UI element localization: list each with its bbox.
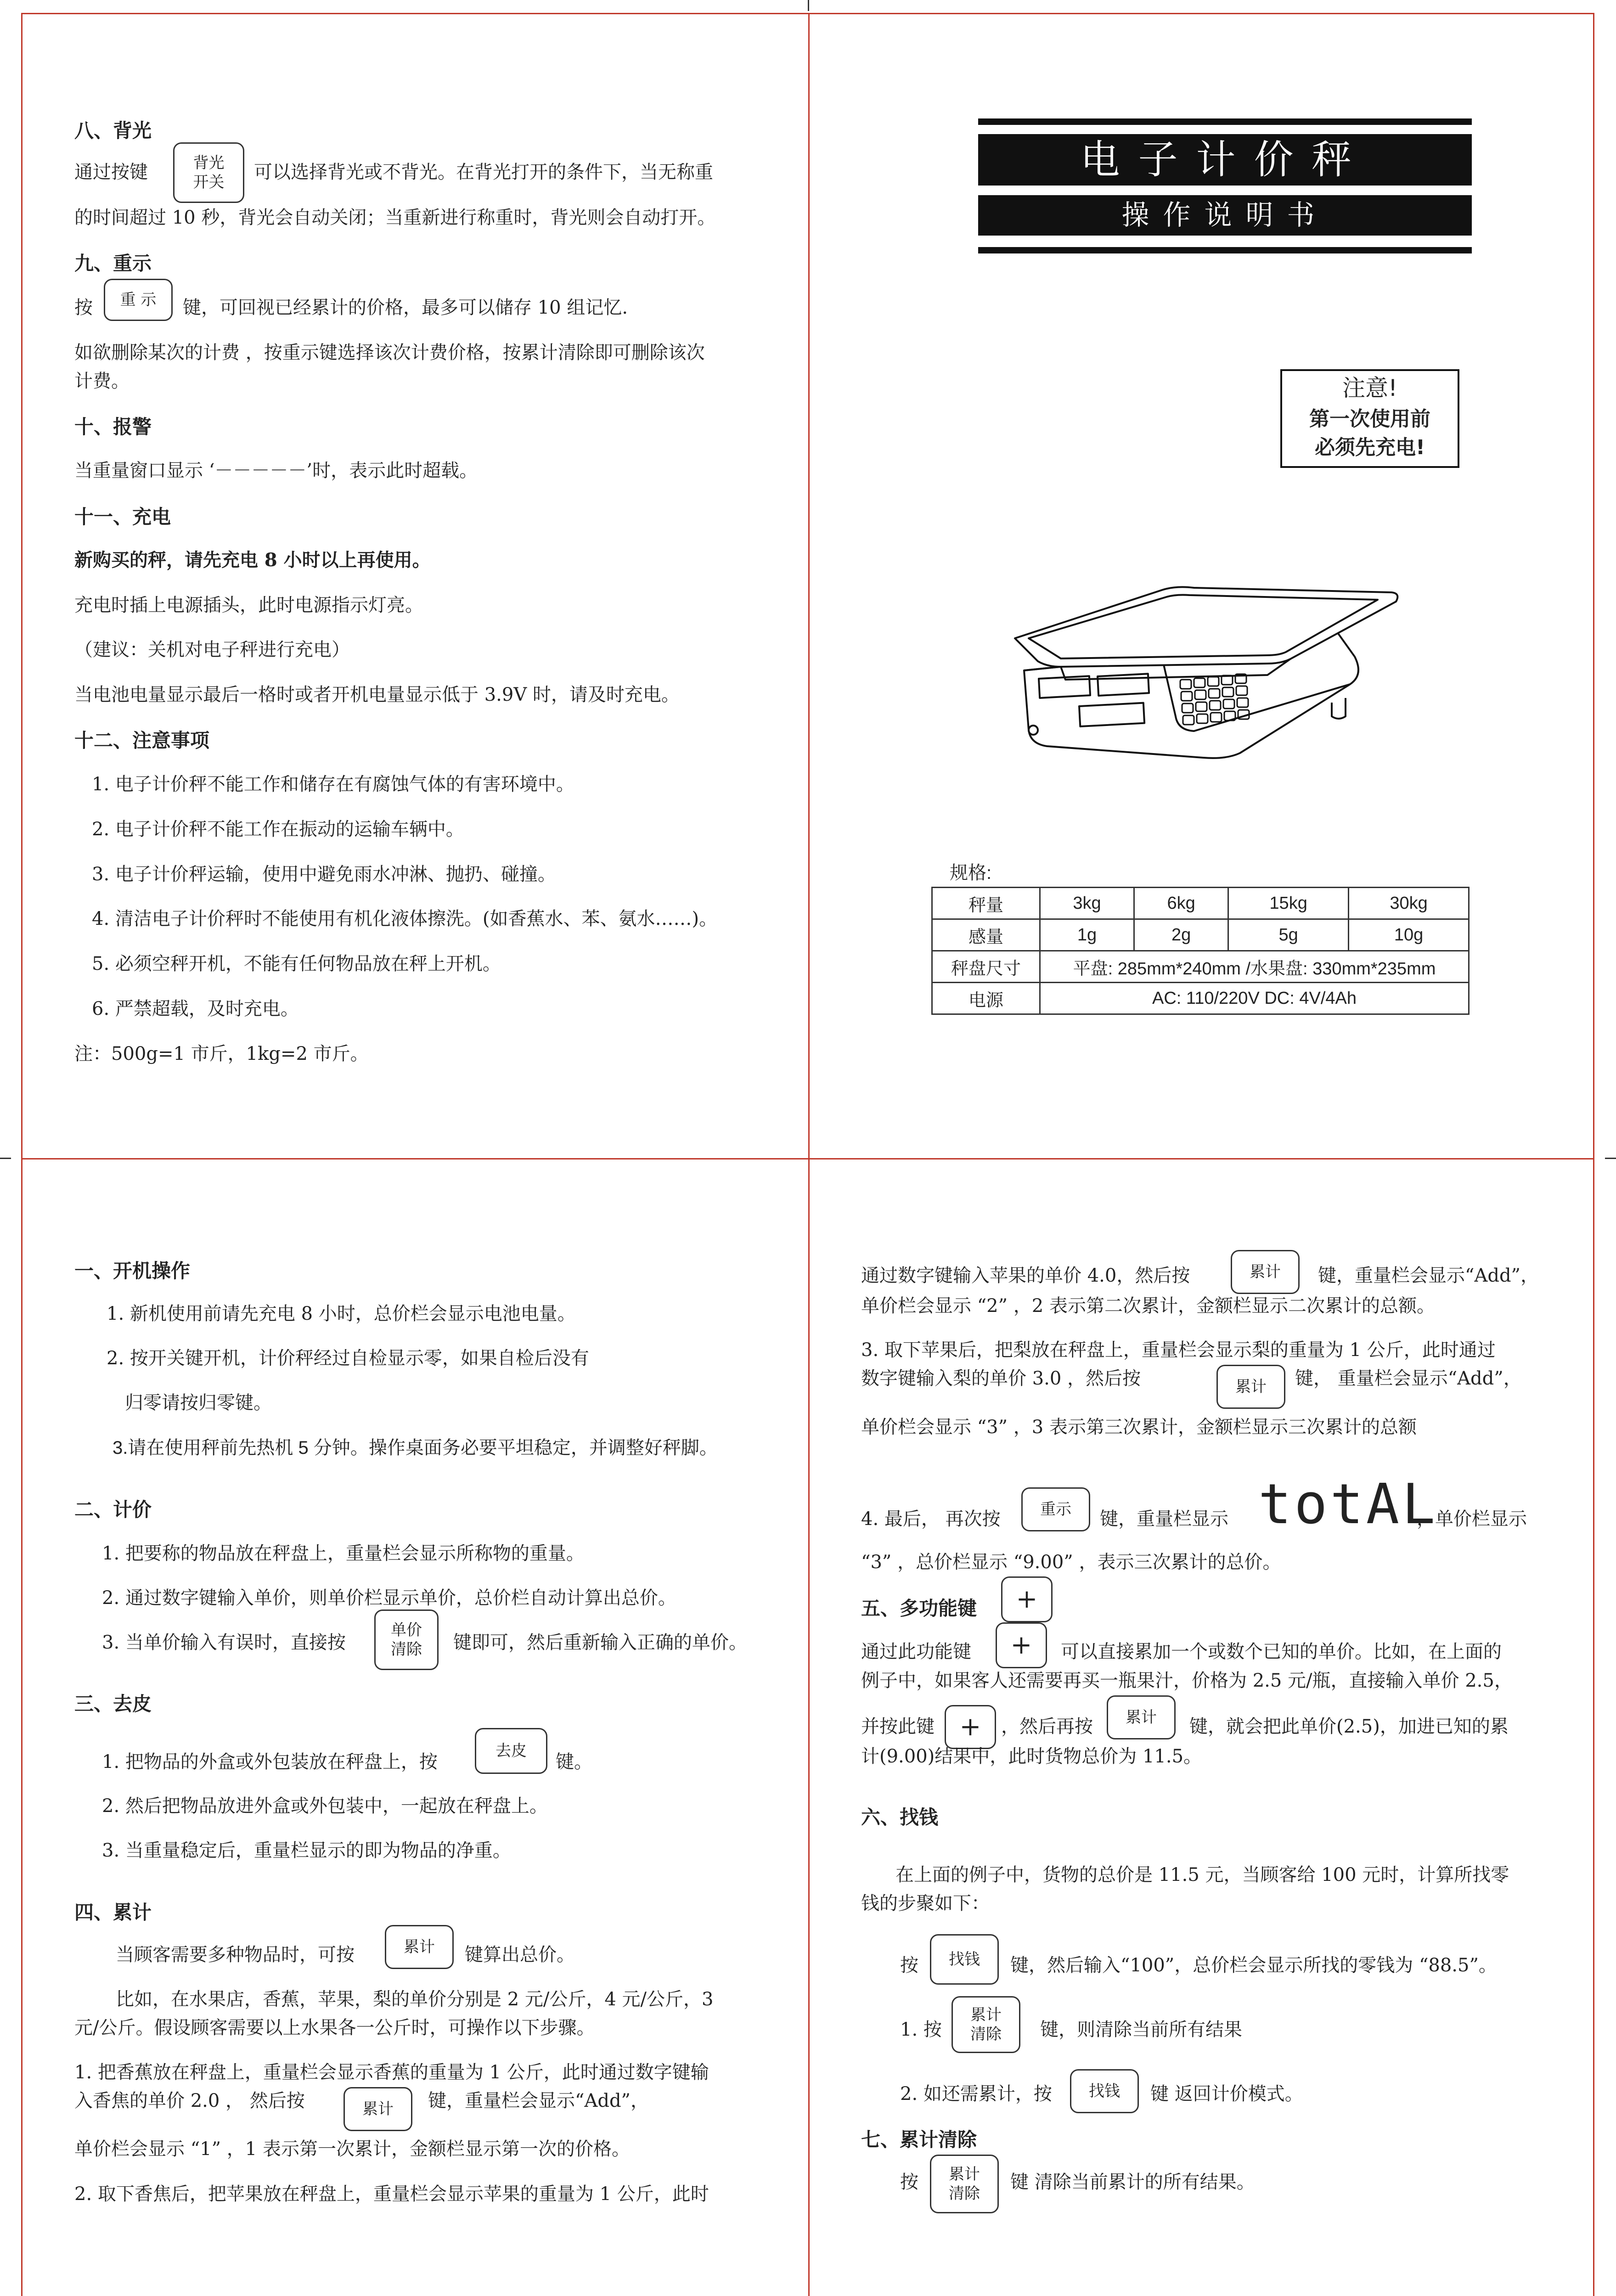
list-item: 1. 电子计价秤不能工作和储存在有腐蚀气体的有害环境中。 bbox=[92, 774, 574, 795]
text-line: 按 bbox=[900, 2172, 918, 2193]
unit-price-clear-key: 单价 清除 bbox=[374, 1609, 439, 1670]
table-cell: 5g bbox=[1228, 919, 1349, 951]
text-line: 可以直接累加一个或数个已知的单价。比如，在上面的 bbox=[1061, 1641, 1502, 1662]
table-cell: 电源 bbox=[932, 983, 1040, 1014]
list-item: 3. 电子计价秤运输，使用中避免雨水冲淋、抛扔、碰撞。 bbox=[92, 864, 556, 885]
text-line: 单价栏会显示 “3” ，3 表示第三次累计，金额栏显示三次累计的总额 bbox=[861, 1417, 1417, 1438]
text-line: 按 bbox=[74, 297, 93, 318]
table-cell: 秤量 bbox=[932, 888, 1040, 919]
change-key: 找钱 bbox=[930, 1934, 999, 1985]
table-cell: 15kg bbox=[1228, 888, 1349, 919]
change-key: 找钱 bbox=[1070, 2069, 1139, 2113]
section-title: 十一、充电 bbox=[74, 506, 171, 528]
table-row bbox=[932, 888, 1469, 919]
text-line: 归零请按归零键。 bbox=[125, 1392, 272, 1413]
table-cell: AC: 110/220V DC: 4V/4Ah bbox=[1040, 983, 1469, 1014]
notice-box bbox=[1280, 369, 1459, 468]
text-line: 计费。 bbox=[74, 371, 130, 392]
text-line: 键， 重量栏会显示“Add”， bbox=[1295, 1368, 1522, 1389]
notice-line: 第一次使用前 bbox=[1309, 407, 1430, 431]
section-title: 十二、注意事项 bbox=[74, 729, 210, 752]
section-title: 三、去皮 bbox=[74, 1693, 152, 1715]
section-title: 四、累计 bbox=[74, 1901, 152, 1924]
text-line: 3. 当单价输入有误时，直接按 bbox=[102, 1632, 346, 1653]
text-line: 单价栏会显示 “1” ，1 表示第一次累计，金额栏显示第一次的价格。 bbox=[74, 2138, 630, 2160]
list-item: 5. 必须空秤开机，不能有任何物品放在秤上开机。 bbox=[92, 953, 501, 974]
text-line: 比如，在水果店，香蕉，苹果，梨的单价分别是 2 元/公斤，4 元/公斤，3 bbox=[116, 1989, 714, 2010]
table-row bbox=[932, 983, 1469, 1014]
text-line: 2. 取下香焦后，把苹果放在秤盘上，重量栏会显示苹果的重量为 1 公斤，此时 bbox=[74, 2183, 709, 2205]
text-line: 充电时插上电源插头，此时电源指示灯亮。 bbox=[74, 595, 423, 616]
table-row bbox=[932, 951, 1469, 983]
notice-line: 必须先充电! bbox=[1314, 436, 1425, 459]
text-line: 2. 然后把物品放进外盒或外包装中，一起放在秤盘上。 bbox=[102, 1795, 548, 1817]
section-title: 二、计价 bbox=[74, 1498, 152, 1521]
text-line: 并按此键 bbox=[861, 1716, 935, 1737]
title-rule bbox=[978, 247, 1472, 253]
table-cell: 30kg bbox=[1349, 888, 1469, 919]
section-title: 八、背光 bbox=[74, 119, 152, 142]
text-line: 键，就会把此单价(2.5)，加进已知的累 bbox=[1189, 1716, 1509, 1737]
text-line: 键，重量栏显示 bbox=[1100, 1508, 1228, 1530]
notice-title: 注意! bbox=[1342, 375, 1398, 401]
text-line: 如欲删除某次的计费 ，按重示键选择该次计费价格，按累计清除即可删除该次 bbox=[74, 342, 705, 363]
table-cell: 感量 bbox=[932, 919, 1040, 951]
accumulate-key: 累计 bbox=[1231, 1250, 1300, 1294]
frame-top bbox=[21, 13, 1594, 14]
recall-key: 重示 bbox=[1021, 1487, 1090, 1531]
recall-key: 重 示 bbox=[104, 279, 173, 321]
text-line: 当重量窗口显示 ‘－－－－－’时，表示此时超载。 bbox=[74, 460, 478, 481]
table-cell: 1g bbox=[1040, 919, 1134, 951]
table-cell: 10g bbox=[1349, 919, 1469, 951]
accumulate-key: 累计 bbox=[385, 1925, 454, 1969]
text-line: 1. 把要称的物品放在秤盘上，重量栏会显示所称物的重量。 bbox=[102, 1543, 585, 1564]
cover-subtitle: 操作说明书 bbox=[978, 195, 1472, 236]
text-line: 键，可回视已经累计的价格，最多可以储存 10 组记忆. bbox=[183, 297, 628, 318]
text-line: 键 清除当前累计的所有结果。 bbox=[1010, 2172, 1255, 2193]
table-cell: 平盘: 285mm*240mm /水果盘: 330mm*235mm bbox=[1040, 951, 1469, 983]
plus-key: + bbox=[945, 1705, 996, 1749]
text-line: 通过此功能键 bbox=[861, 1641, 971, 1662]
spec-caption: 规格: bbox=[950, 863, 992, 883]
plus-key: + bbox=[1001, 1576, 1053, 1622]
crop-mark bbox=[808, 0, 809, 11]
text-line: “3” ，总价栏显示 “9.00” ，表示三次累计的总价。 bbox=[861, 1552, 1281, 1573]
section-title: 十、报警 bbox=[74, 416, 152, 438]
accumulate-key: 累计 bbox=[343, 2087, 412, 2131]
scale-illustration bbox=[1010, 565, 1405, 767]
text-line: 1. 新机使用前请先充电 8 小时，总价栏会显示电池电量。 bbox=[107, 1303, 576, 1324]
text-line: 键，然后输入“100”，总价栏会显示所找的零钱为 “88.5”。 bbox=[1010, 1955, 1497, 1976]
table-cell: 2g bbox=[1134, 919, 1228, 951]
frame-left bbox=[21, 13, 23, 2296]
text-line: 单价栏会显示 “2” ，2 表示第二次累计，金额栏显示二次累计的总额。 bbox=[861, 1295, 1435, 1317]
text-line: 数字键输入梨的单价 3.0 ，然后按 bbox=[861, 1368, 1141, 1389]
text-line: 键 返回计价模式。 bbox=[1150, 2083, 1303, 2105]
total-display: totAL bbox=[1258, 1473, 1438, 1536]
tare-key: 去皮 bbox=[475, 1728, 547, 1774]
list-item: 6. 严禁超载，及时充电。 bbox=[92, 998, 299, 1019]
accumulate-key: 累计 bbox=[1107, 1695, 1176, 1739]
text-line: 在上面的例子中，货物的总价是 11.5 元，当顾客给 100 元时，计算所找零 bbox=[895, 1864, 1509, 1885]
frame-center bbox=[808, 13, 810, 2296]
text-line: 通过数字键输入苹果的单价 4.0，然后按 bbox=[861, 1265, 1190, 1286]
table-row bbox=[932, 919, 1469, 951]
text-line: 3. 当重量稳定后，重量栏显示的即为物品的净重。 bbox=[102, 1840, 511, 1861]
section-title: 九、重示 bbox=[74, 252, 152, 275]
list-item: 2. 电子计价秤不能工作在振动的运输车辆中。 bbox=[92, 819, 464, 840]
table-cell: 秤盘尺寸 bbox=[932, 951, 1040, 983]
text-line: 键算出总价。 bbox=[465, 1944, 575, 1965]
text-line: 入香焦的单价 2.0 ， 然后按 bbox=[74, 2090, 305, 2111]
section-title: 六、找钱 bbox=[861, 1806, 939, 1829]
text-line: 当顾客需要多种物品时，可按 bbox=[116, 1944, 355, 1965]
text-line: 键，则清除当前所有结果 bbox=[1040, 2019, 1242, 2040]
text-line: 2. 按开关键开机，计价秤经过自检显示零，如果自检后没有 bbox=[107, 1348, 589, 1369]
section-title: 七、累计清除 bbox=[861, 2128, 977, 2151]
text-line: 1. 把物品的外盒或外包装放在秤盘上，按 bbox=[102, 1751, 438, 1773]
frame-middle bbox=[21, 1158, 1594, 1159]
text-line: 通过按键 bbox=[74, 162, 148, 183]
text-line: 2. 通过数字键输入单价，则单价栏显示单价，总价栏自动计算出总价。 bbox=[102, 1587, 676, 1609]
text-line: 键。 bbox=[556, 1751, 592, 1773]
text-line: 新购买的秤，请先充电 8 小时以上再使用。 bbox=[74, 549, 431, 571]
text-line: 4. 最后， 再次按 bbox=[861, 1508, 1001, 1530]
text-line: ，单价栏显示 bbox=[1417, 1508, 1527, 1530]
text-line: 计(9.00)结果中，此时货物总价为 11.5。 bbox=[861, 1746, 1202, 1767]
title-rule bbox=[978, 118, 1472, 125]
text-line: 的时间超过 10 秒，背光会自动关闭；当重新进行称重时，背光则会自动打开。 bbox=[74, 207, 716, 228]
text-line: （建议：关机对电子秤进行充电） bbox=[74, 639, 350, 660]
accumulate-clear-key: 累计 清除 bbox=[952, 1996, 1020, 2053]
text-line: 键，重量栏会显示“Add”， bbox=[1318, 1265, 1539, 1286]
crop-mark bbox=[1605, 1158, 1616, 1159]
frame-right bbox=[1593, 13, 1594, 2296]
crop-mark bbox=[0, 1158, 11, 1159]
text-line: 可以选择背光或不背光。在背光打开的条件下，当无称重 bbox=[254, 162, 713, 183]
note-line: 注：500g=1 市斤，1kg=2 市斤。 bbox=[74, 1043, 369, 1064]
plus-key: + bbox=[996, 1622, 1047, 1668]
cover-title: 电子计价秤 bbox=[978, 134, 1472, 186]
table-cell: 6kg bbox=[1134, 888, 1228, 919]
spec-table bbox=[931, 887, 1470, 1015]
text-line: 键即可，然后重新输入正确的单价。 bbox=[453, 1632, 747, 1653]
text-line: 例子中，如果客人还需要再买一瓶果汁，价格为 2.5 元/瓶，直接输入单价 2.5， bbox=[861, 1670, 1513, 1691]
table-cell: 3kg bbox=[1040, 888, 1134, 919]
list-item: 4. 清洁电子计价秤时不能使用有机化液体擦洗。(如香蕉水、苯、氨水……)。 bbox=[92, 908, 718, 929]
text-line: 元/公斤。假设顾客需要以上水果各一公斤时，可操作以下步骤。 bbox=[74, 2017, 595, 2038]
text-line: 1. 按 bbox=[900, 2019, 942, 2040]
text-line: 当电池电量显示最后一格时或者开机电量显示低于 3.9V 时，请及时充电。 bbox=[74, 684, 680, 705]
text-line: 键，重量栏会显示“Add”， bbox=[428, 2090, 649, 2111]
text-line: 3. 取下苹果后，把梨放在秤盘上，重量栏会显示梨的重量为 1 公斤，此时通过 bbox=[861, 1339, 1496, 1361]
text-line: 2. 如还需累计，按 bbox=[900, 2083, 1052, 2105]
section-title: 五、多功能键 bbox=[861, 1597, 977, 1620]
accumulate-clear-key: 累计 清除 bbox=[930, 2155, 999, 2213]
text-line: 钱的步聚如下： bbox=[861, 1893, 990, 1914]
section-title: 一、开机操作 bbox=[74, 1260, 191, 1282]
text-line: 1. 把香蕉放在秤盘上，重量栏会显示香蕉的重量为 1 公斤，此时通过数字键输 bbox=[74, 2062, 709, 2083]
backlight-key: 背光 开关 bbox=[173, 142, 244, 203]
text-line: ，然后再按 bbox=[1001, 1716, 1093, 1737]
text-line: 3.请在使用秤前先热机 5 分钟。操作桌面务必要平坦稳定，并调整好秤脚。 bbox=[113, 1438, 718, 1458]
accumulate-key: 累计 bbox=[1216, 1365, 1285, 1409]
text-line: 按 bbox=[900, 1955, 918, 1976]
